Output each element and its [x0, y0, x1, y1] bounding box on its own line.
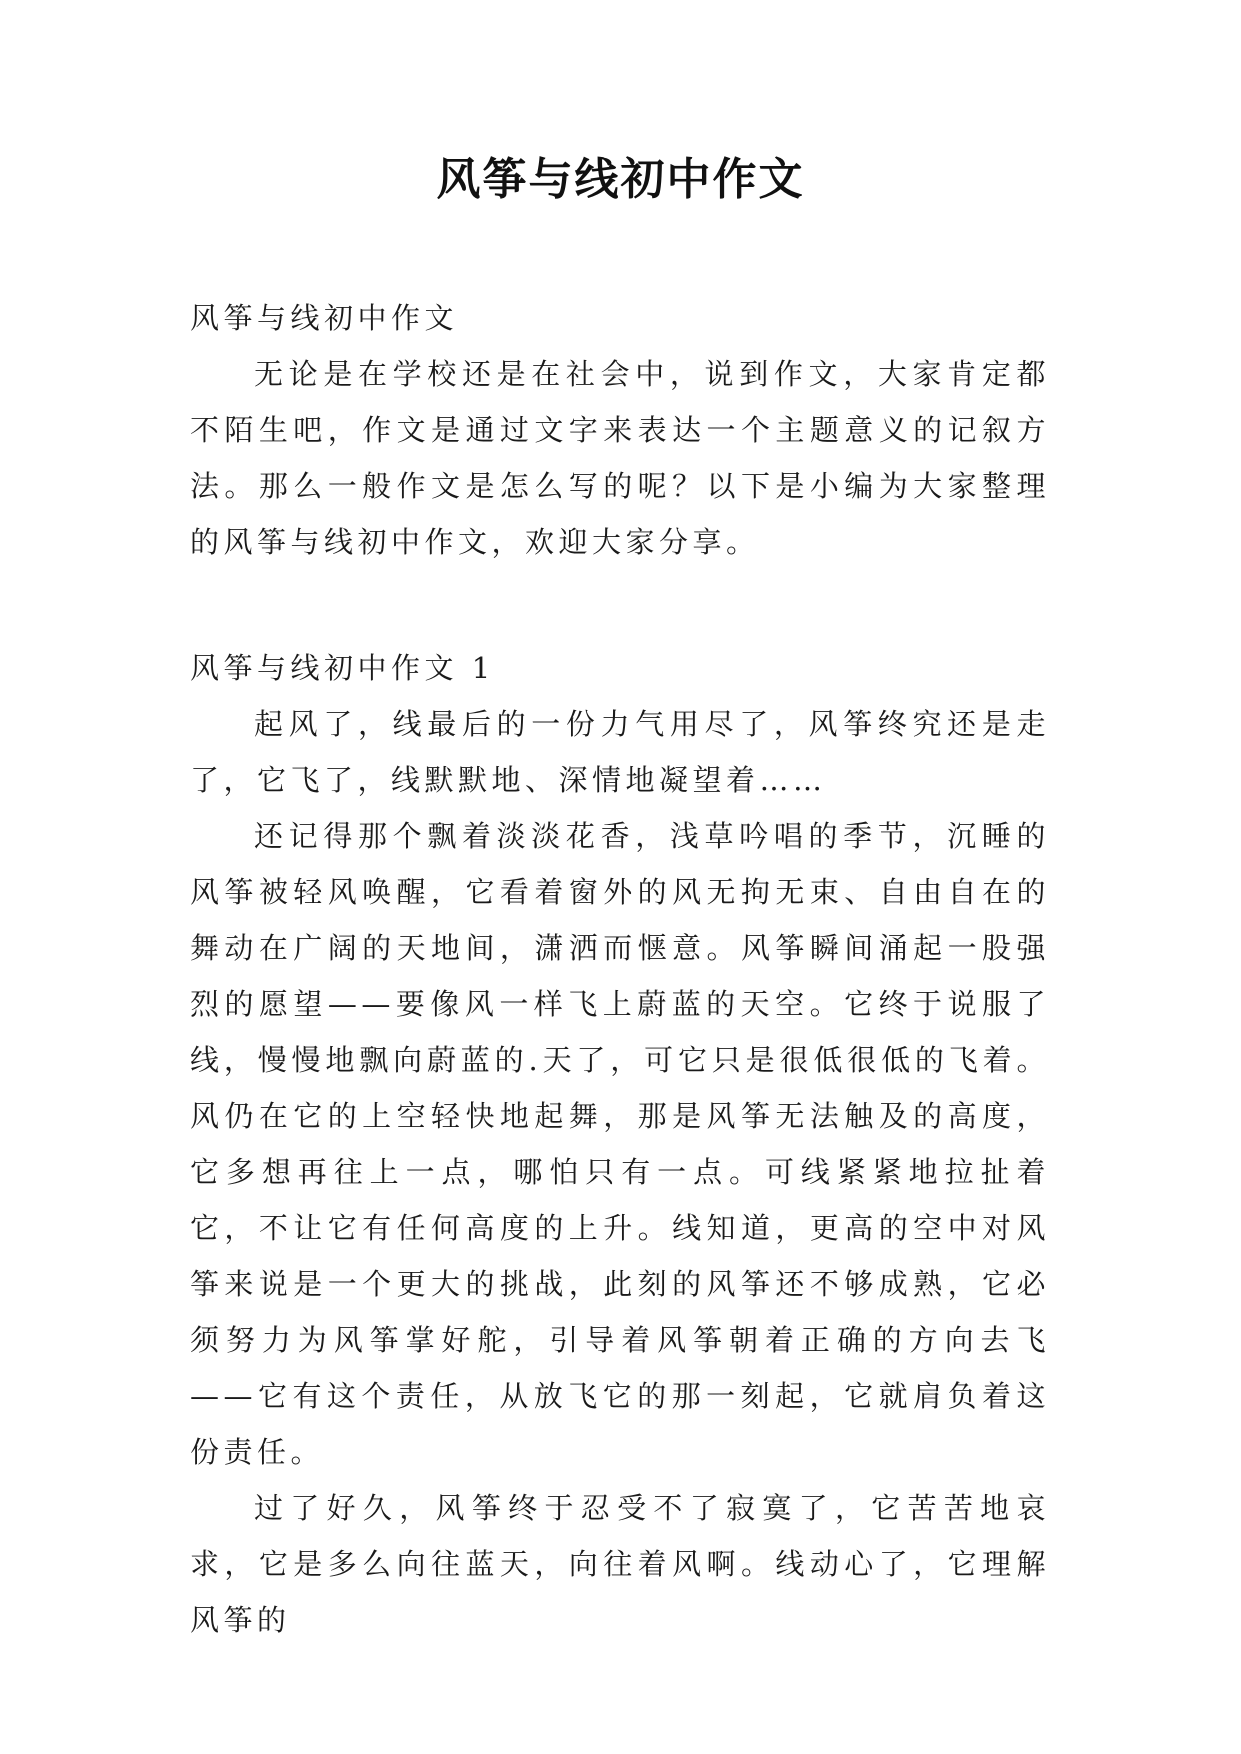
section-body [190, 696, 1050, 1648]
body-paragraph: 还记得那个飘着淡淡花香，浅草吟唱的季节，沉睡的风筝被轻风唤醒，它看着窗外的风无拘无束、自由自在的舞动在广阔的天地间，潇洒而惬意。风筝瞬间涌起一股强烈的愿望——要像风一样飞上蔚蓝的天空。它终于说服了线，慢慢地飘向蔚蓝的.天了，可它只是很低很低的飞着。风仍在它的上空轻快地起舞，那是风筝无法触及的高度，它多想再往上一点，哪怕只有一点。可线紧紧地拉扯着它，不让它有任何高度的上升。线知道，更高的空中对风筝来说是一个更大的挑战，此刻的风筝还不够成熟，它必须努力为风筝掌好舵，引导着风筝朝着正确的方向去飞——它有这个责任，从放飞它的那一刻起，它就肩负着这份责任。 [190, 819, 1050, 1469]
intro-heading-block [190, 290, 1050, 346]
intro-block [190, 346, 1050, 570]
document-subtitle: 风筝与线初中作文 [190, 301, 459, 335]
intro-paragraph: 无论是在学校还是在社会中，说到作文，大家肯定都不陌生吧，作文是通过文字来表达一个主题意义的记叙方法。那么一般作文是怎么写的呢？以下是小编为大家整理的风筝与线初中作文，欢迎大家分享。 [190, 357, 1050, 559]
document-title: 风筝与线初中作文 [436, 154, 805, 205]
body-paragraph: 起风了，线最后的一份力气用尽了，风筝终究还是走了，它飞了，线默默地、深情地凝望着…… [190, 707, 1050, 797]
section-heading-block [190, 640, 1050, 696]
body-paragraph: 过了好久，风筝终于忍受不了寂寞了，它苦苦地哀求，它是多么向往蓝天，向往着风啊。线动心了，它理解风筝的 [190, 1491, 1050, 1637]
section-heading: 风筝与线初中作文 1 [190, 651, 495, 685]
